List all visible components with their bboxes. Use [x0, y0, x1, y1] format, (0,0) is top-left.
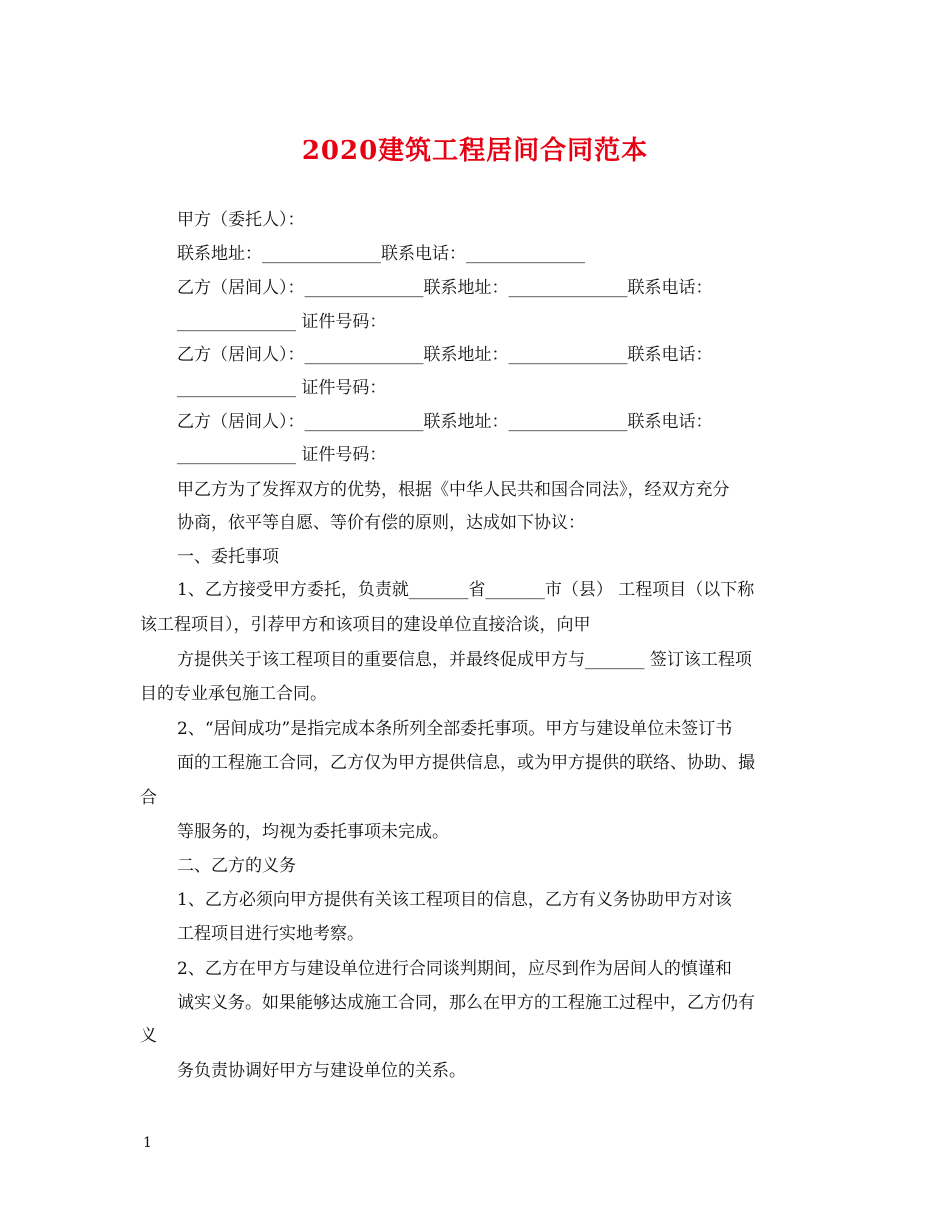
clause-1-1-text-3: 方提供关于该工程项目的重要信息，并最终促成甲方与_______ 签订该工程项: [177, 650, 752, 670]
clause-1-1-text-1: 1、乙方接受甲方委托，负责就_______省_______市（县） 工程项目（以下称: [177, 580, 755, 600]
party-b2-info: 乙方（居间人）：______________联系地址：______________联系电话：: [177, 345, 713, 365]
clause-1-2-text-2: 面的工程施工合同，乙方仅为甲方提供信息，或为甲方提供的联络、协助、撮: [177, 753, 755, 773]
preamble-text-2: 协商，依平等自愿、等价有偿的原则，达成如下协议：: [177, 513, 585, 533]
clause-1-2-text-4: 等服务的，均视为委托事项未完成。: [177, 822, 449, 842]
party-b2-id: ______________ 证件号码：: [177, 378, 387, 398]
clause-2-2-text-2: 诚实义务。如果能够达成施工合同，那么在甲方的工程施工过程中，乙方仍有: [177, 993, 755, 1013]
clause-1-1-text-4: 目的专业承包施工合同。: [140, 684, 327, 704]
party-b1-id: ______________ 证件号码：: [177, 312, 387, 332]
clause-1-2-text-1: 2、“居间成功”是指完成本条所列全部委托事项。甲方与建设单位未签订书: [177, 719, 733, 739]
clause-2-1-text-1: 1、乙方必须向甲方提供有关该工程项目的信息，乙方有义务协助甲方对该: [177, 890, 732, 910]
preamble-text-1: 甲乙方为了发挥双方的优势，根据《中华人民共和国合同法》，经双方充分: [177, 480, 730, 500]
clause-1-2-text-3: 合: [140, 788, 157, 808]
page-number: 1: [143, 1135, 152, 1151]
section-heading-2-text: 二、乙方的义务: [177, 856, 296, 876]
clause-2-2-text-1: 2、乙方在甲方与建设单位进行合同谈判期间，应尽到作为居间人的慎谨和: [177, 959, 732, 979]
party-a-label: 甲方（委托人）：: [177, 210, 305, 230]
party-b3-id: ______________ 证件号码：: [177, 445, 387, 465]
clause-2-2-text-4: 务负责协调好甲方与建设单位的关系。: [177, 1061, 466, 1081]
document-title: 2020建筑工程居间合同范本: [301, 136, 649, 166]
clause-1-1-text-2: 该工程项目），引荐甲方和该项目的建设单位直接洽谈，向甲: [140, 615, 591, 635]
party-a-contact: 联系地址：______________联系电话：______________: [177, 244, 585, 264]
party-b3-info: 乙方（居间人）：______________联系地址：______________联系电话：: [177, 412, 713, 432]
clause-2-2-text-3: 义: [140, 1026, 157, 1046]
party-b1-info: 乙方（居间人）：______________联系地址：______________联系电话：: [177, 278, 713, 298]
section-heading-1-text: 一、委托事项: [177, 547, 279, 567]
clause-2-1-text-2: 工程项目进行实地考察。: [177, 924, 364, 944]
